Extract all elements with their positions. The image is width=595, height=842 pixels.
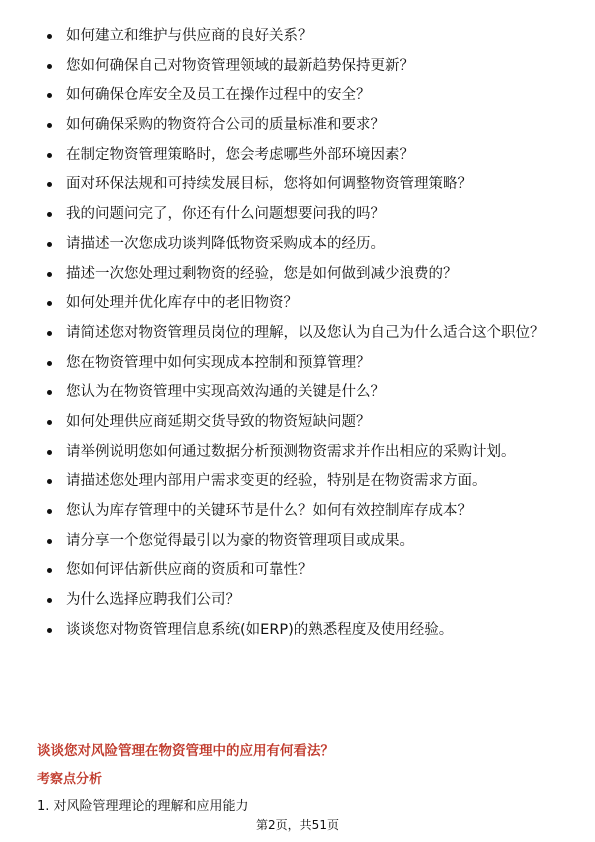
list-item: 如何确保采购的物资符合公司的质量标准和要求？ [44, 115, 564, 135]
analysis-point: 1. 对风险管理理论的理解和应用能力 [37, 799, 249, 814]
list-item: 请描述您处理内部用户需求变更的经验，特别是在物资需求方面。 [44, 471, 564, 491]
list-item: 请分享一个您觉得最引以为豪的物资管理项目或成果。 [44, 531, 564, 551]
list-item: 面对环保法规和可持续发展目标，您将如何调整物资管理策略？ [44, 174, 564, 194]
list-item: 请描述一次您成功谈判降低物资采购成本的经历。 [44, 234, 564, 254]
section-question-title: 谈谈您对风险管理在物资管理中的应用有何看法？ [37, 743, 334, 759]
list-item: 您如何确保自己对物资管理领域的最新趋势保持更新？ [44, 56, 564, 76]
page-footer: 第2页，共51页 [256, 818, 339, 832]
list-item: 您认为库存管理中的关键环节是什么？如何有效控制库存成本？ [44, 501, 564, 521]
list-item: 您在物资管理中如何实现成本控制和预算管理？ [44, 353, 564, 373]
list-item: 谈谈您对物资管理信息系统(如ERP)的熟悉程度及使用经验。 [44, 620, 564, 640]
list-item: 请举例说明您如何通过数据分析预测物资需求并作出相应的采购计划。 [44, 442, 564, 462]
question-list [44, 26, 564, 649]
list-item: 描述一次您处理过剩物资的经验，您是如何做到减少浪费的？ [44, 264, 564, 284]
list-item: 您如何评估新供应商的资质和可靠性？ [44, 560, 564, 580]
list-item: 为什么选择应聘我们公司？ [44, 590, 564, 610]
list-item: 在制定物资管理策略时，您会考虑哪些外部环境因素？ [44, 145, 564, 165]
list-item: 如何建立和维护与供应商的良好关系？ [44, 26, 564, 46]
section-heading: 考察点分析 [37, 772, 103, 787]
list-item: 请简述您对物资管理员岗位的理解，以及您认为自己为什么适合这个职位？ [44, 323, 564, 343]
list-item: 您认为在物资管理中实现高效沟通的关键是什么？ [44, 382, 564, 402]
list-item: 我的问题问完了，你还有什么问题想要问我的吗？ [44, 204, 564, 224]
list-item: 如何确保仓库安全及员工在操作过程中的安全？ [44, 85, 564, 105]
list-item: 如何处理供应商延期交货导致的物资短缺问题？ [44, 412, 564, 432]
list-item: 如何处理并优化库存中的老旧物资？ [44, 293, 564, 313]
